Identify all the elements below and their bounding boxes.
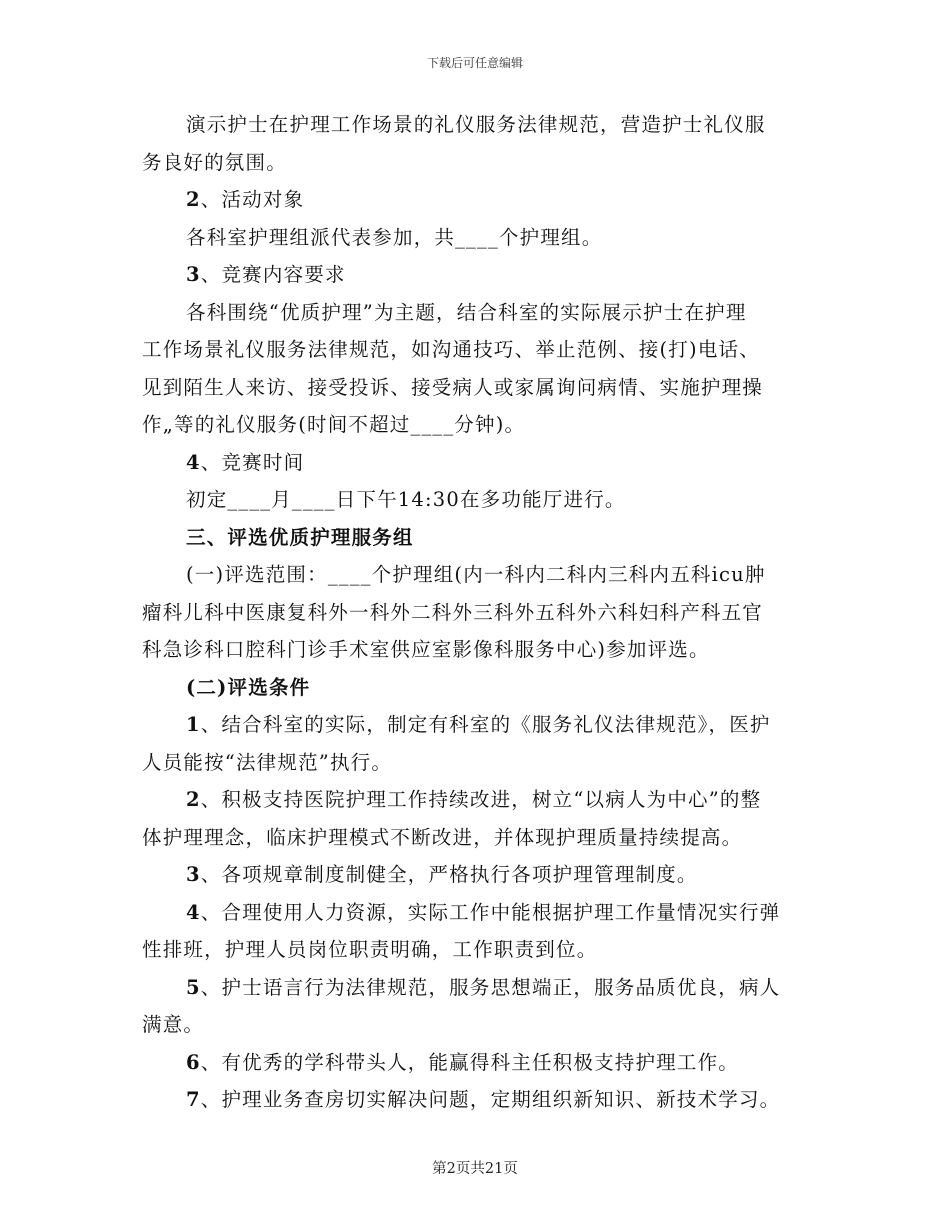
paragraph-line (142, 1006, 808, 1044)
document-body (142, 106, 808, 1119)
section-heading (142, 669, 808, 707)
line-text: 见到陌生人来访、接受投诉、接受病人或家属询问病情、实施护理操 (142, 375, 764, 399)
item-number: 7 (186, 1088, 201, 1111)
line-text: 、活动对象 (200, 188, 305, 211)
paragraph-line (142, 444, 808, 482)
paragraph-line (142, 1081, 808, 1119)
paragraph-line (142, 856, 808, 894)
paragraph-line (142, 969, 808, 1007)
paragraph-line (142, 294, 808, 332)
line-text: 各科室护理组派代表参加，共____个护理组。 (186, 225, 603, 249)
line-text: 瘤科儿科中医康复科外一科外二科外三科外五科外六科妇科产科五官 (142, 600, 764, 624)
paragraph-line (142, 106, 808, 144)
item-number: 3 (186, 863, 201, 886)
line-text: 、有优秀的学科带头人，能赢得科主任积极支持护理工作。 (200, 1050, 739, 1074)
paragraph-line (142, 331, 808, 369)
paragraph-line (142, 219, 808, 257)
paragraph-line (142, 931, 808, 969)
page-footer: 第2页共21页 (432, 1161, 518, 1177)
item-number: 2 (186, 788, 201, 811)
paragraph-line (142, 556, 808, 594)
paragraph-line (142, 706, 808, 744)
line-text: 、护理业务查房切实解决问题，定期组织新知识、新技术学习。 (200, 1088, 781, 1111)
line-text: (二)评选条件 (186, 675, 311, 699)
paragraph-line (142, 594, 808, 632)
item-number: 5 (186, 975, 201, 999)
line-text: 、各项规章制度制健全，严格执行各项护理管理制度。 (200, 863, 698, 886)
paragraph-line (142, 181, 808, 219)
line-text: 、积极支持医院护理工作持续改进，树立“以病人为中心”的整 (200, 788, 762, 811)
line-text: 工作场景礼仪服务法律规范，如沟通技巧、举止范例、接(打)电话、 (142, 338, 760, 361)
line-text: (一)评选范围：____个护理组(内一科内二科内三科内五科icu肿 (186, 563, 766, 586)
line-text: 务良好的氛围。 (142, 150, 287, 174)
line-text: 体护理理念，临床护理模式不断改进，并体现护理质量持续提高。 (142, 825, 743, 849)
item-number: 2 (186, 188, 201, 211)
item-number: 4 (186, 900, 201, 924)
paragraph-line (142, 144, 808, 182)
line-text: 性排班，护理人员岗位职责明确，工作职责到位。 (142, 938, 598, 961)
line-text: 、结合科室的实际，制定有科室的《服务礼仪法律规范》，医护 (200, 713, 771, 736)
line-text: 人员能按“法律规范”执行。 (142, 750, 393, 774)
paragraph-line (142, 1044, 808, 1082)
line-text: 演示护士在护理工作场景的礼仪服务法律规范，营造护士礼仪服 (186, 113, 766, 136)
line-text: 作„等的礼仪服务(时间不超过____分钟)。 (142, 413, 526, 436)
line-text: 初定____月____日下午14:30在多功能厅进行。 (186, 488, 626, 511)
line-text: 、护士语言行为法律规范，服务思想端正，服务品质优良，病人 (200, 975, 781, 999)
line-text: 三、评选优质护理服务组 (186, 525, 414, 549)
line-text: 、竞赛内容要求 (200, 263, 346, 286)
line-text: 满意。 (142, 1013, 205, 1036)
page-header: 下载后可任意编辑 (426, 56, 523, 70)
item-number: 1 (186, 713, 201, 736)
line-text: 、合理使用人力资源，实际工作中能根据护理工作量情况实行弹 (200, 900, 781, 924)
paragraph-line (142, 406, 808, 444)
paragraph-line (142, 894, 808, 932)
paragraph-line (142, 481, 808, 519)
paragraph-line (142, 369, 808, 407)
item-number: 3 (186, 263, 201, 286)
paragraph-line (142, 781, 808, 819)
section-heading (142, 519, 808, 557)
item-number: 6 (186, 1050, 201, 1074)
paragraph-line (142, 819, 808, 857)
paragraph-line (142, 744, 808, 782)
paragraph-line (142, 256, 808, 294)
line-text: 科急诊科口腔科门诊手术室供应室影像科服务中心)参加评选。 (142, 638, 710, 661)
line-text: 各科围绕“优质护理”为主题，结合科室的实际展示护士在护理 (186, 300, 747, 324)
line-text: 、竞赛时间 (200, 450, 305, 474)
item-number: 4 (186, 450, 201, 474)
paragraph-line (142, 631, 808, 669)
